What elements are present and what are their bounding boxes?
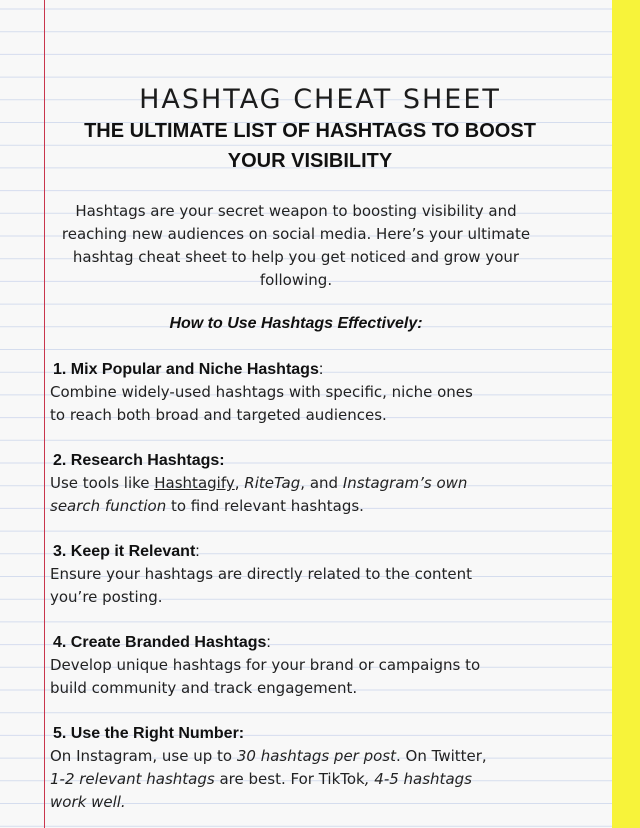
tip-heading: 3. Keep it Relevant: — [53, 543, 200, 560]
tip-body: Combine widely-used hashtags with specific, niche ones to reach both broad and targeted audiences. — [50, 383, 473, 424]
tip-heading: 2. Research Hashtags: — [53, 452, 225, 469]
tip-2 — [50, 450, 550, 518]
tip-body: On Instagram, use up to 30 hashtags per post. On Twitter, 1-2 relevant hashtags are best. For TikTok, 4-5 hashtags work well. — [50, 747, 487, 811]
intro-paragraph: Hashtags are your secret weapon to boosting visibility and reaching new audiences on social media. Here’s your ultimate hashtag cheat sheet to help you get noticed and grow your following. — [61, 202, 531, 289]
hashtagify-link[interactable]: Hashtagify — [154, 474, 235, 492]
page-subtitle: THE ULTIMATE LIST OF HASHTAGS TO BOOST YOUR VISIBILITY — [84, 120, 536, 172]
tip-heading: 4. Create Branded Hashtags: — [53, 634, 271, 651]
section-heading: How to Use Hashtags Effectively: — [169, 315, 423, 332]
tip-heading: 1. Mix Popular and Niche Hashtags: — [53, 361, 324, 378]
tip-5 — [50, 723, 550, 814]
margin-line — [44, 0, 45, 828]
tip-body: Develop unique hashtags for your brand or campaigns to build community and track engagement. — [50, 656, 481, 697]
yellow-accent-strip — [612, 0, 640, 828]
tip-4 — [50, 632, 550, 700]
tip-body: Ensure your hashtags are directly related to the content you’re posting. — [50, 565, 473, 606]
tip-1 — [50, 359, 550, 427]
tip-body: Use tools like Hashtagify, RiteTag, and Instagram’s own search function to find relevant hashtags. — [50, 474, 468, 515]
tip-heading: 5. Use the Right Number: — [53, 725, 245, 742]
page-title: HASHTAG CHEAT SHEET — [139, 84, 501, 115]
tip-3 — [50, 541, 550, 609]
